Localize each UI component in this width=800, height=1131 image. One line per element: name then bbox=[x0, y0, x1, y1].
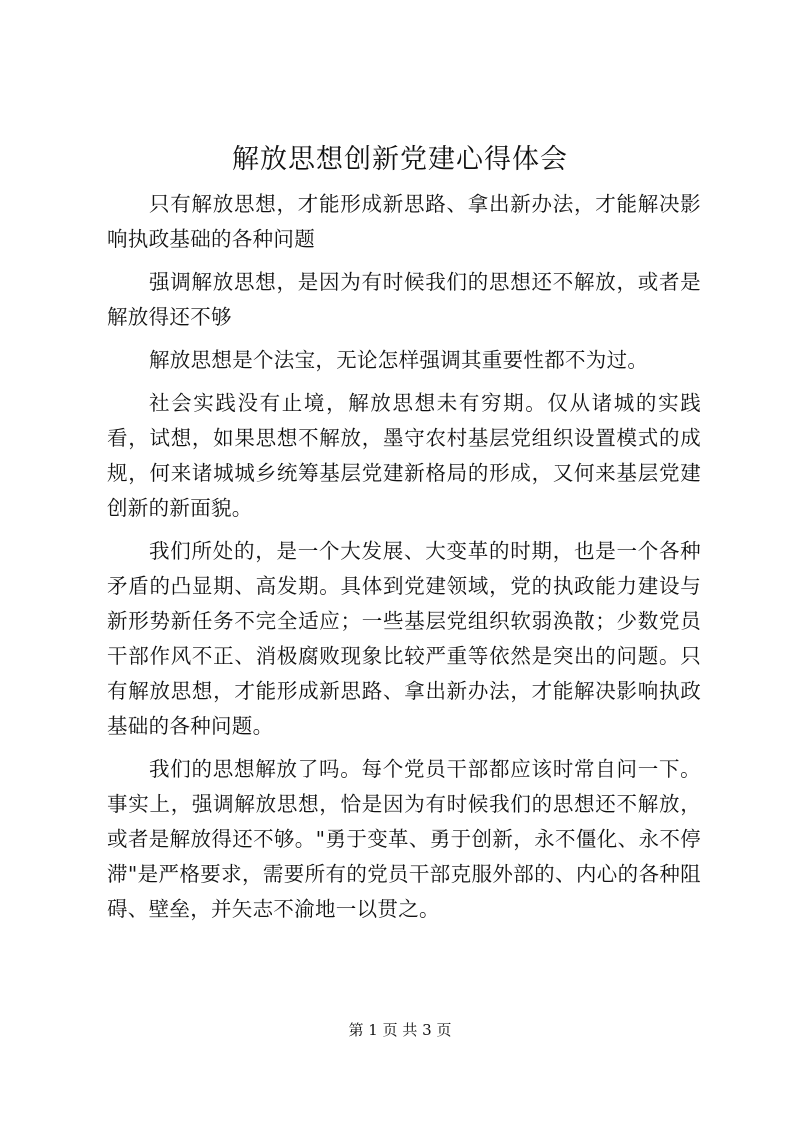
paragraph-2: 强调解放思想，是因为有时候我们的思想还不解放，或者是解放得还不够 bbox=[107, 270, 701, 329]
paragraph-1: 只有解放思想，才能形成新思路、拿出新办法，才能解决影响执政基础的各种问题 bbox=[107, 192, 701, 251]
document-body bbox=[107, 187, 701, 935]
paragraph-4: 社会实践没有止境，解放思想未有穷期。仅从诸城的实践看，试想，如果思想不解放，墨守农村基层党组织设置模式的成规，何来诸城城乡统筹基层党建新格局的形成，又何来基层党建创新的新面貌。 bbox=[107, 391, 701, 520]
document-title: 解放思想创新党建心得体会 bbox=[232, 144, 568, 175]
page-number-footer: 第 1 页 共 3 页 bbox=[348, 1021, 452, 1039]
paragraph-3: 解放思想是个法宝，无论怎样强调其重要性都不为过。 bbox=[149, 348, 649, 372]
paragraph-6: 我们的思想解放了吗。每个党员干部都应该时常自问一下。事实上，强调解放思想，恰是因为有时候我们的思想还不解放，或者是解放得还不够。"勇于变革、勇于创新，永不僵化、永不停滞"是严格要求，需要所有的党员干部克服外部的、内心的各种阻碍、壁垒，并矢志不渝地一以贯之。 bbox=[107, 757, 701, 921]
paragraph-5: 我们所处的，是一个大发展、大变革的时期，也是一个各种矛盾的凸显期、高发期。具体到党建领域，党的执政能力建设与新形势新任务不完全适应；一些基层党组织软弱涣散；少数党员干部作风不正、消极腐败现象比较严重等依然是突出的问题。只有解放思想，才能形成新思路、拿出新办法，才能解决影响执政基础的各种问题。 bbox=[107, 539, 701, 738]
